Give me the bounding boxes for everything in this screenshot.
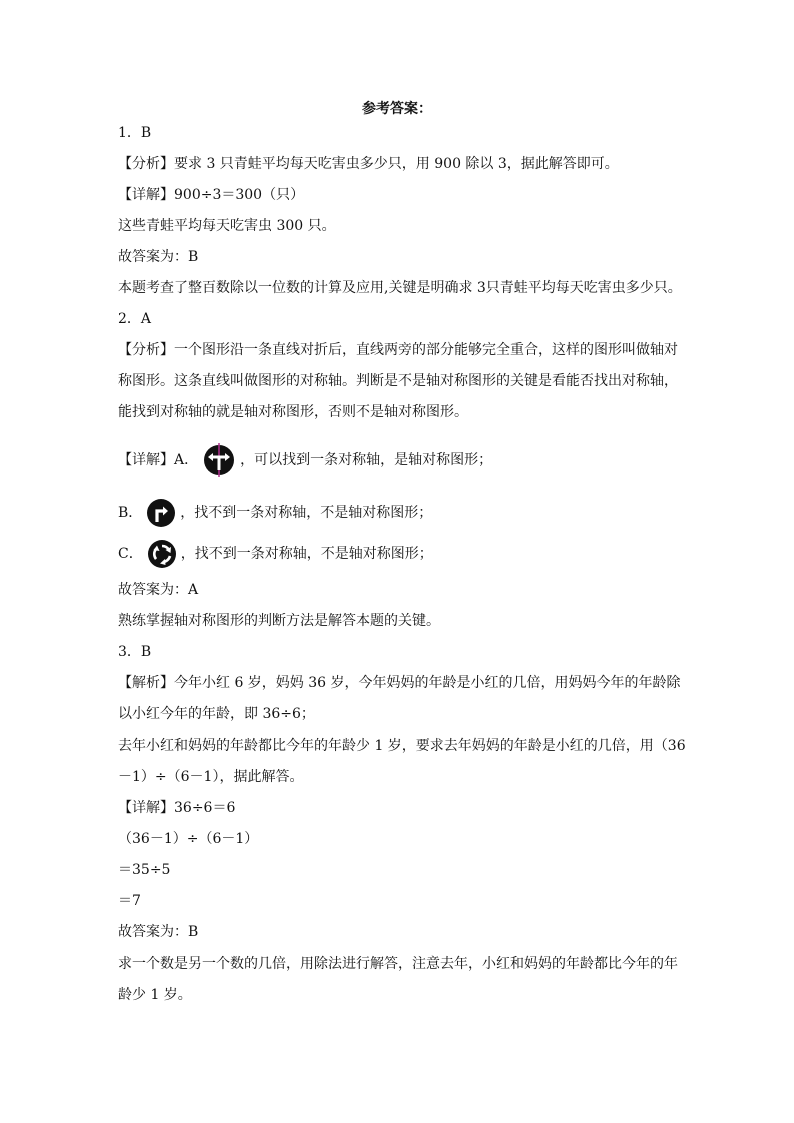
q2-analysis-1: 【分析】一个图形沿一条直线对折后，直线两旁的部分能够完全重合，这样的图形叫做轴对 (118, 342, 678, 358)
q2-detail-a-prefix: 【详解】A． (118, 452, 199, 468)
q2-analysis-3: 能找到对称轴的就是轴对称图形，否则不是轴对称图形。 (118, 404, 468, 420)
roundabout-sign-icon (147, 539, 177, 569)
q3-summary-1: 求一个数是另一个数的几倍，用除法进行解答，注意去年，小红和妈妈的年龄都比今年的年 (118, 956, 678, 972)
q2-analysis-2: 称图形。这条直线叫做图形的对称轴。判断是不是轴对称图形的关键是看能否找出对称轴， (118, 373, 678, 389)
q1-detail: 【详解】900÷3＝300（只） (118, 187, 305, 203)
q3-analysis-3: 去年小红和妈妈的年龄都比今年的年龄少 1 岁，要求去年妈妈的年龄是小红的几倍，用（36 (118, 738, 686, 754)
q3-step-2: ＝35÷5 (118, 862, 171, 878)
q3-analysis-4: －1）÷（6－1），据此解答。 (118, 769, 304, 785)
q3-step-3: ＝7 (118, 893, 141, 909)
q1-number: 1．B (118, 125, 152, 141)
q3-detail: 【详解】36÷6＝6 (118, 800, 236, 816)
q3-analysis-2: 以小红今年的年龄，即 36÷6； (118, 706, 315, 722)
q3-analysis-1: 【解析】今年小红 6 岁，妈妈 36 岁，今年妈妈的年龄是小红的几倍，用妈妈今年的年龄除 (118, 675, 681, 691)
q2-option-b-suffix: ，找不到一条对称轴，不是轴对称图形； (180, 505, 433, 521)
q2-detail-a-suffix: ，可以找到一条对称轴，是轴对称图形； (240, 452, 493, 468)
q3-step-1: （36－1）÷（6－1） (118, 831, 259, 847)
q2-option-c-prefix: C． (118, 546, 143, 562)
q2-summary: 熟练掌握轴对称图形的判断方法是解答本题的关键。 (118, 613, 440, 629)
q3-answer: 故答案为：B (118, 924, 199, 940)
q1-analysis: 【分析】要求 3 只青蛙平均每天吃害虫多少只，用 900 除以 3，据此解答即可。 (118, 156, 619, 172)
q2-answer: 故答案为：A (118, 582, 199, 598)
q1-summary: 本题考查了整百数除以一位数的计算及应用,关键是明确求 3只青蛙平均每天吃害虫多少只。 (118, 280, 682, 296)
q1-result: 这些青蛙平均每天吃害虫 300 只。 (118, 218, 336, 234)
q2-detail-a (118, 442, 492, 478)
q2-option-b-prefix: B． (118, 505, 143, 521)
left-right-turn-sign-icon (202, 442, 236, 478)
q1-answer: 故答案为：B (118, 249, 199, 265)
q2-option-b (118, 497, 432, 529)
q3-number: 3．B (118, 644, 152, 660)
page-title: 参考答案： (362, 101, 432, 117)
q2-number: 2．A (118, 311, 152, 327)
q2-option-c-suffix: ，找不到一条对称轴，不是轴对称图形； (180, 546, 433, 562)
q2-option-c (118, 538, 433, 570)
q3-summary-2: 龄少 1 岁。 (118, 987, 192, 1003)
right-turn-sign-icon (146, 498, 176, 528)
